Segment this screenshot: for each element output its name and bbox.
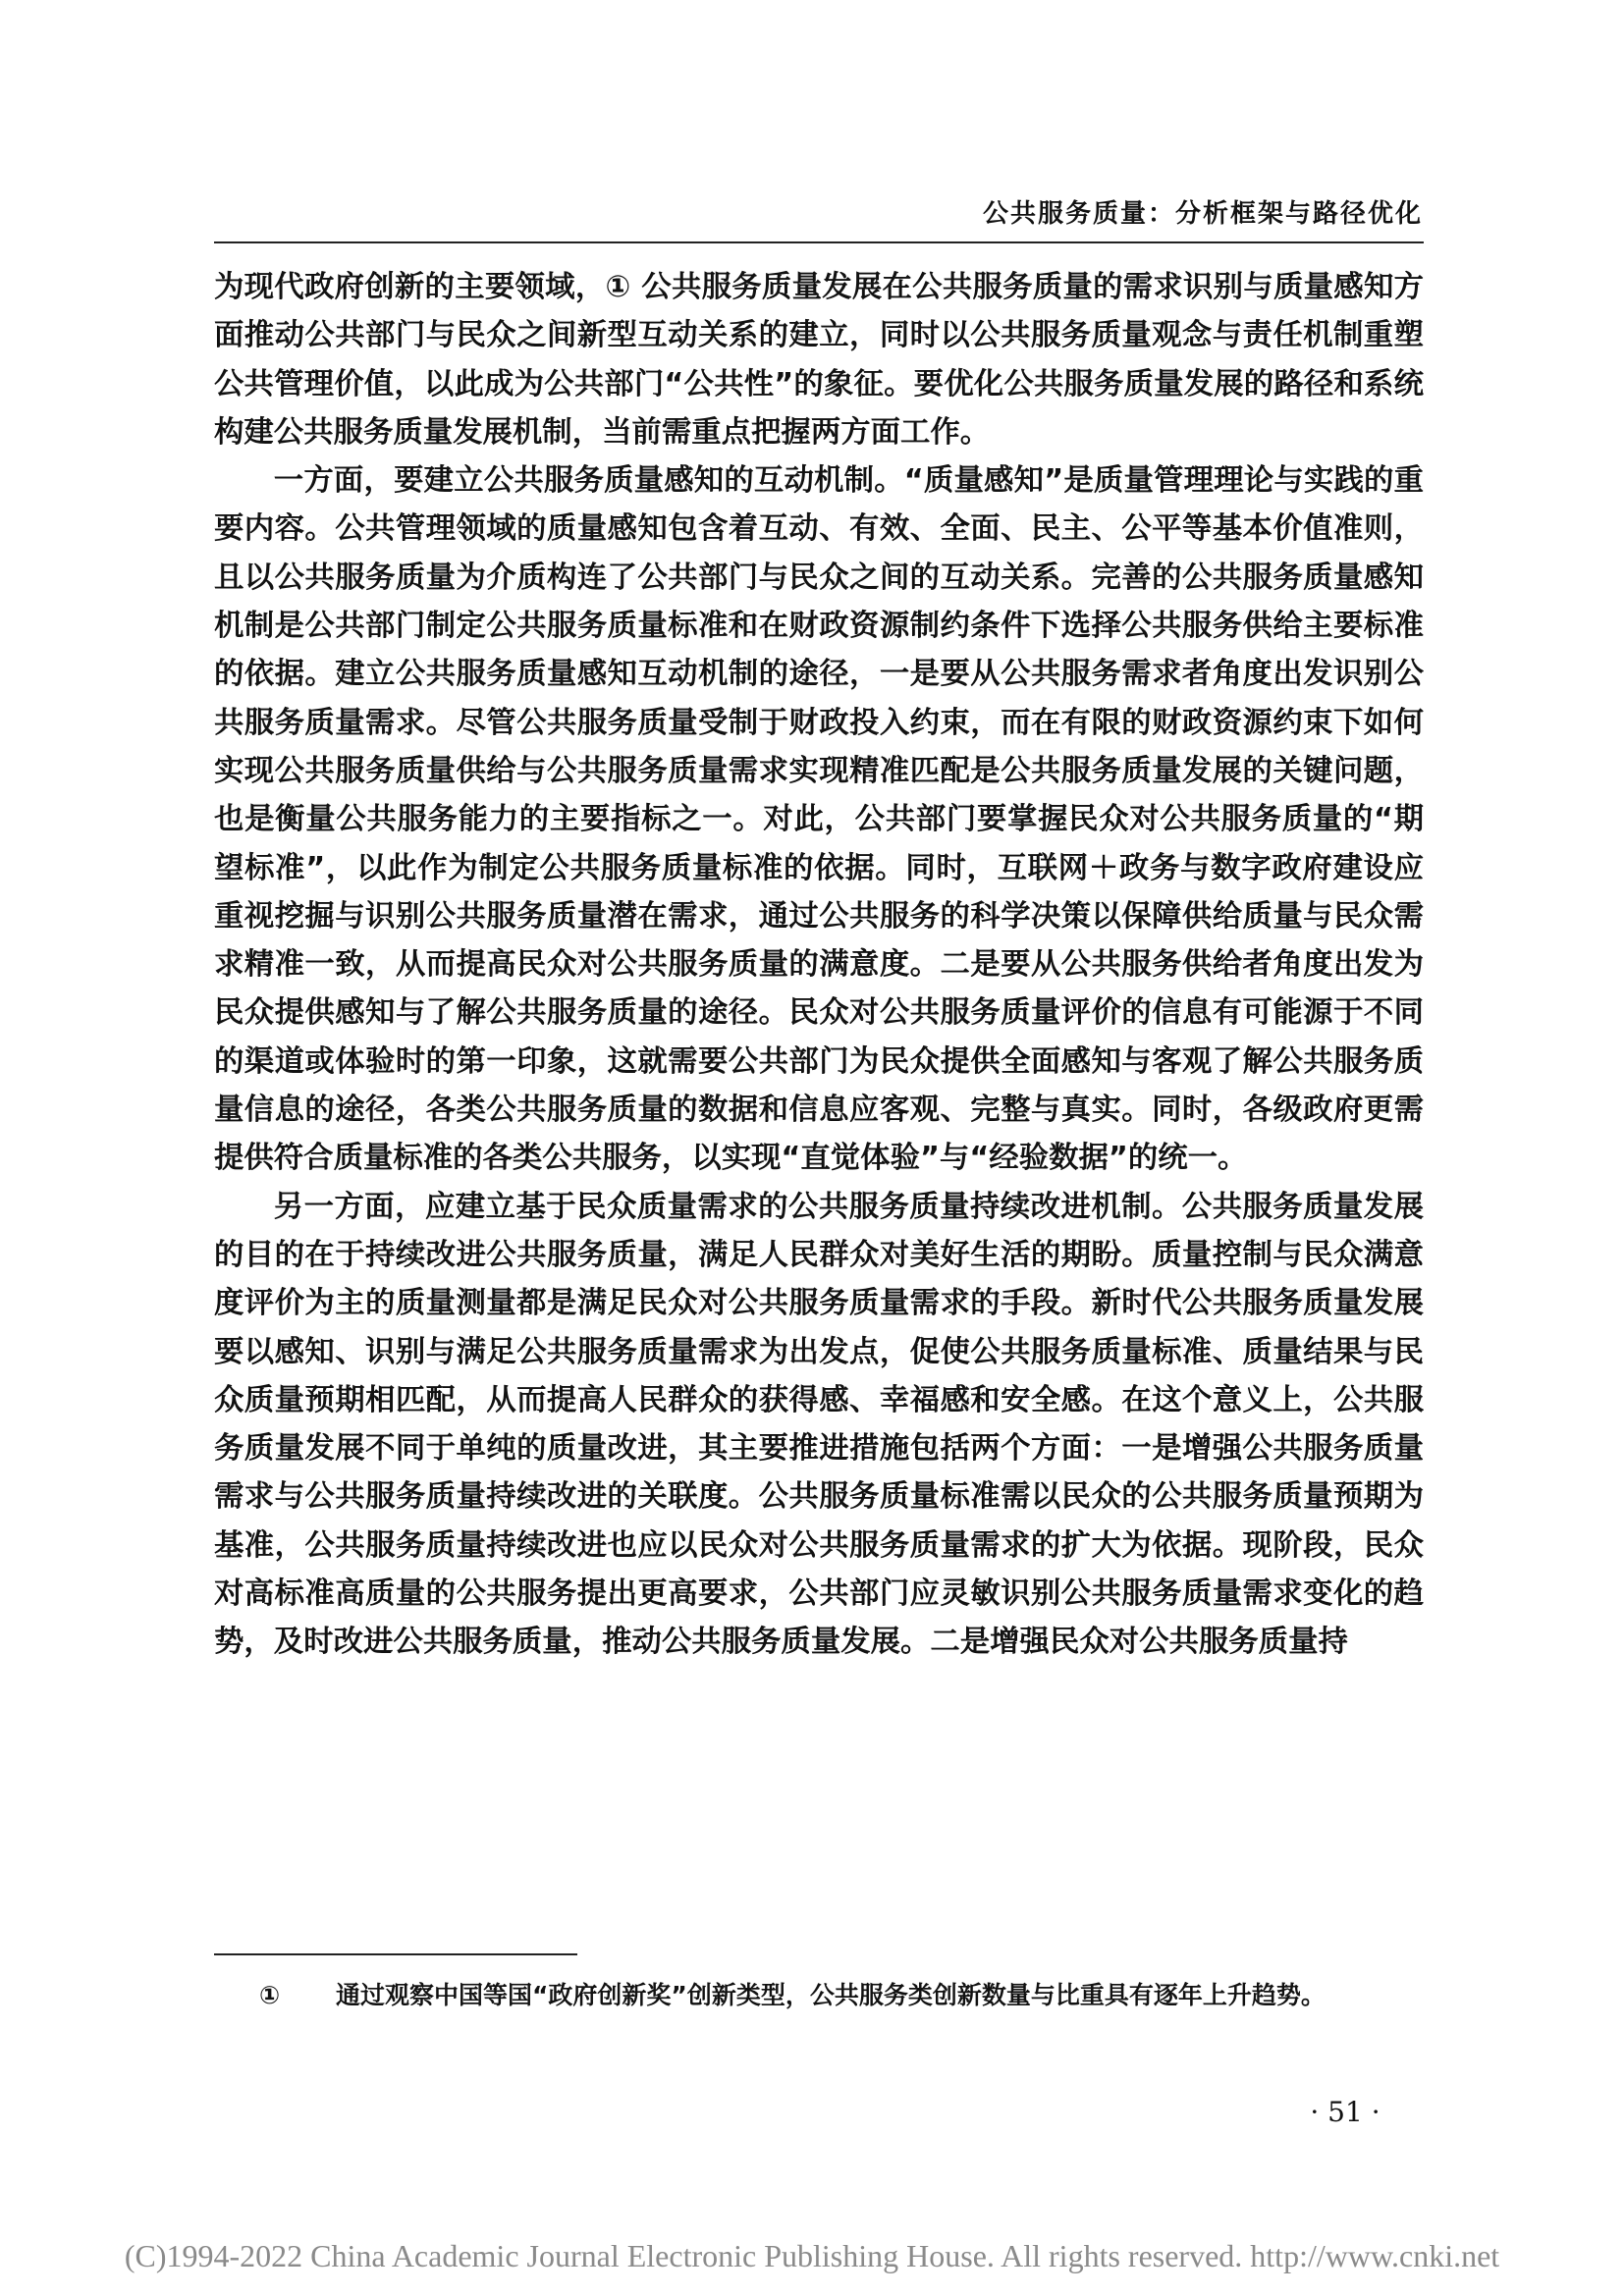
paragraph-1: 为现代政府创新的主要领域，① 公共服务质量发展在公共服务质量的需求识别与质量感知方面推动公共部门与民众之间新型互动关系的建立，同时以公共服务质量观念与责任机制重塑公共管理价值，以此成为公共部门“公共性”的象征。要优化公共服务质量发展的路径和系统构建公共服务质量发展机制，当前需重点把握两方面工作。 [214, 270, 1424, 450]
paragraph-3: 另一方面，应建立基于民众质量需求的公共服务质量持续改进机制。公共服务质量发展的目的在于持续改进公共服务质量，满足人民群众对美好生活的期盼。质量控制与民众满意度评价为主的质量测量都是满足民众对公共服务质量需求的手段。新时代公共服务质量发展要以感知、识别与满足公共服务质量需求为出发点，促使公共服务质量标准、质量结果与民众质量预期相匹配，从而提高人民群众的获得感、幸福感和安全感。在这个意义上，公共服务质量发展不同于单纯的质量改进，其主要推进措施包括两个方面：一是增强公共服务质量需求与公共服务质量持续改进的关联度。公共服务质量标准需以民众的公共服务质量预期为基准，公共服务质量持续改进也应以民众对公共服务质量需求的扩大为依据。现阶段，民众对高标准高质量的公共服务提出更高要求，公共部门应灵敏识别公共服务质量需求变化的趋势，及时改进公共服务质量，推动公共服务质量发展。二是增强民众对公共服务质量持 [214, 1189, 1424, 1660]
paragraph-2: 一方面，要建立公共服务质量感知的互动机制。“质量感知”是质量管理理论与实践的重要内容。公共管理领域的质量感知包含着互动、有效、全面、民主、公平等基本价值准则，且以公共服务质量为介质构连了公共部门与民众之间的互动关系。完善的公共服务质量感知机制是公共部门制定公共服务质量标准和在财政资源制约条件下选择公共服务供给主要标准的依据。建立公共服务质量感知互动机制的途径，一是要从公共服务需求者角度出发识别公共服务质量需求。尽管公共服务质量受制于财政投入约束，而在有限的财政资源约束下如何实现公共服务质量供给与公共服务质量需求实现精准匹配是公共服务质量发展的关键问题，也是衡量公共服务能力的主要指标之一。对此，公共部门要掌握民众对公共服务质量的“期望标准”，以此作为制定公共服务质量标准的依据。同时，互联网＋政务与数字政府建设应重视挖掘与识别公共服务质量潜在需求，通过公共服务的科学决策以保障供给质量与民众需求精准一致，从而提高民众对公共服务质量的满意度。二是要从公共服务供给者角度出发为民众提供感知与了解公共服务质量的途径。民众对公共服务质量评价的信息有可能源于不同的渠道或体验时的第一印象，这就需要公共部门为民众提供全面感知与客观了解公共服务质量信息的途径，各类公共服务质量的数据和信息应客观、完整与真实。同时，各级政府更需提供符合质量标准的各类公共服务，以实现“直觉体验”与“经验数据”的统一。 [214, 463, 1424, 1176]
running-header: 公共服务质量：分析框架与路径优化 [982, 199, 1423, 229]
article-body [214, 263, 1424, 1667]
footnote-text: 通过观察中国等国“政府创新奖”创新类型，公共服务类创新数量与比重具有逐年上升趋势。 [336, 1981, 1326, 2009]
footnote [259, 1975, 1424, 2016]
header-rule [214, 241, 1424, 243]
footnote-marker: ① [259, 1981, 281, 2009]
copyright-notice: (C)1994-2022 China Academic Journal Electronic Publishing House. All rights reserved. http://www.cnki.net [124, 2238, 1500, 2273]
footnote-rule [214, 1953, 577, 1955]
page-number: · 51 · [1310, 2096, 1380, 2128]
